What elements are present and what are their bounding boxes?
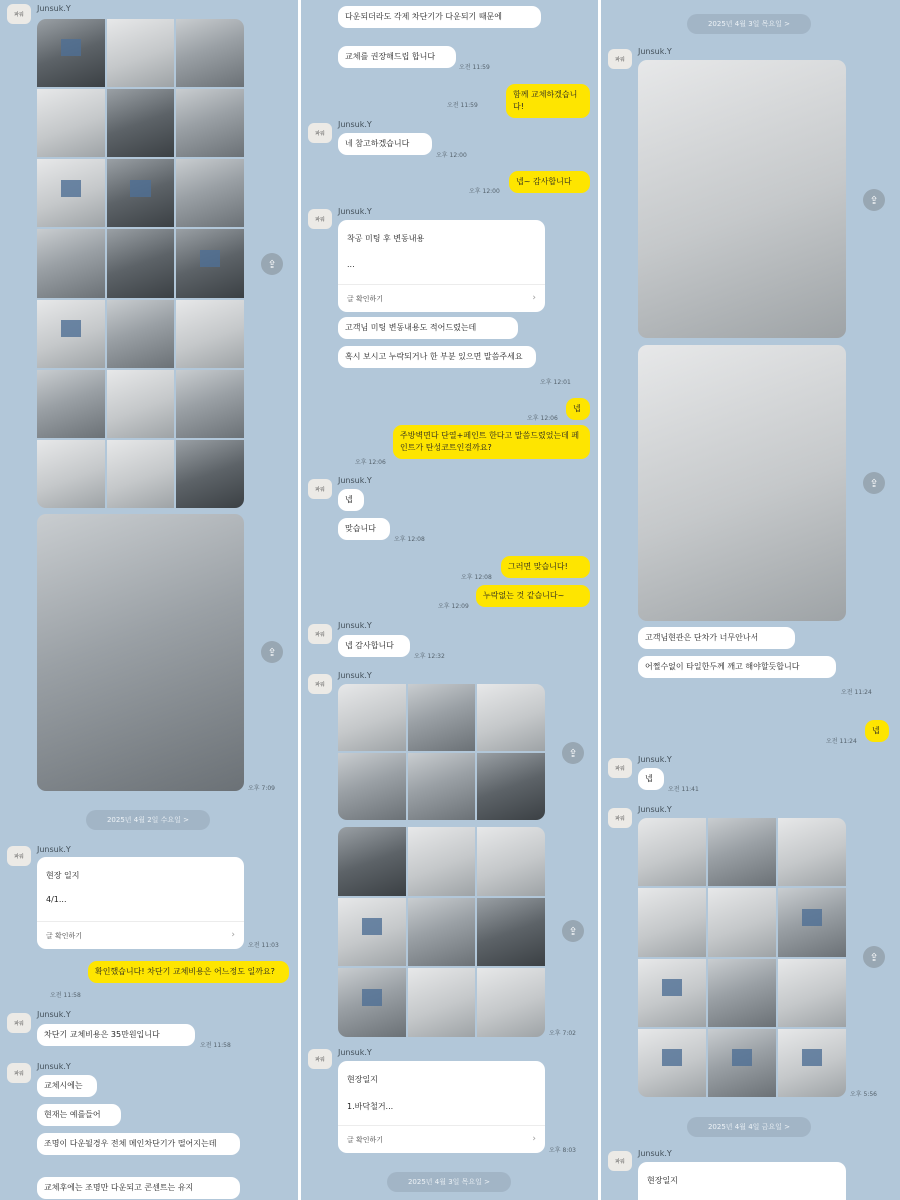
share-icon[interactable]: ⇪ bbox=[863, 472, 885, 494]
share-icon[interactable]: ⇪ bbox=[562, 742, 584, 764]
photo-thumbnail[interactable] bbox=[37, 229, 105, 297]
card-footer-link[interactable]: 글 확인하기 bbox=[338, 284, 545, 312]
incoming-message: 고객님 미팅 변동내용도 적어드렸는데 bbox=[338, 317, 518, 339]
photo-thumbnail[interactable] bbox=[107, 229, 175, 297]
share-icon[interactable]: ⇪ bbox=[863, 189, 885, 211]
card-footer-link[interactable]: 글 확인하기 bbox=[338, 1125, 545, 1153]
incoming-message: 조명이 다운될경우 전체 메인차단기가 떨어지는데 bbox=[37, 1133, 240, 1155]
sender-name: Junsuk.Y bbox=[37, 845, 71, 854]
photo-thumbnail[interactable] bbox=[708, 888, 776, 956]
incoming-message: 넵 감사합니다 bbox=[338, 635, 410, 657]
card-title: 착공 미팅 후 변동내용 bbox=[347, 234, 425, 243]
avatar[interactable]: 파워 bbox=[308, 1049, 332, 1069]
photo-thumbnail[interactable] bbox=[107, 440, 175, 508]
outgoing-message: 넵 bbox=[566, 398, 590, 420]
photo-thumbnail[interactable] bbox=[338, 898, 406, 967]
card-title: 현장일지 bbox=[647, 1176, 678, 1185]
sender-name: Junsuk.Y bbox=[338, 671, 372, 680]
photo-thumbnail[interactable] bbox=[37, 370, 105, 438]
message-time: 오전 11:41 bbox=[668, 786, 699, 793]
message-time: 오후 12:01 bbox=[540, 379, 571, 386]
message-time: 오후 7:02 bbox=[549, 1030, 576, 1037]
avatar[interactable]: 파워 bbox=[7, 4, 31, 24]
incoming-message: 어쩔수없이 타일한두께 깨고 해야할듯합니다 bbox=[638, 656, 836, 678]
message-time: 오후 12:08 bbox=[394, 536, 425, 543]
share-icon[interactable]: ⇪ bbox=[863, 946, 885, 968]
share-icon[interactable]: ⇪ bbox=[562, 920, 584, 942]
photo-thumbnail[interactable] bbox=[37, 19, 105, 87]
message-time: 오후 12:06 bbox=[355, 459, 386, 466]
message-time: 오후 12:06 bbox=[527, 415, 558, 422]
incoming-message: 넵 bbox=[338, 489, 364, 511]
photo-thumbnail[interactable] bbox=[176, 19, 244, 87]
avatar[interactable]: 파워 bbox=[7, 846, 31, 866]
photo-large[interactable] bbox=[638, 345, 846, 621]
avatar[interactable]: 파워 bbox=[7, 1013, 31, 1033]
post-card[interactable] bbox=[338, 220, 545, 312]
photo-thumbnail[interactable] bbox=[477, 898, 545, 967]
date-divider-label: 2025년 4월 2일 수요일 > bbox=[106, 816, 190, 824]
card-footer-link[interactable]: 글 확인하기 bbox=[37, 921, 244, 949]
date-divider-label: 2025년 4월 3일 목요일 > bbox=[707, 20, 791, 28]
photo-thumbnail[interactable] bbox=[477, 827, 545, 896]
photo-thumbnail[interactable] bbox=[408, 968, 476, 1037]
photo-thumbnail[interactable] bbox=[107, 370, 175, 438]
incoming-message: 교체시에는 bbox=[37, 1075, 97, 1097]
sender-name: Junsuk.Y bbox=[338, 1048, 372, 1057]
photo-thumbnail[interactable] bbox=[176, 159, 244, 227]
date-divider-label: 2025년 4월 4일 금요일 > bbox=[707, 1123, 791, 1131]
photo-thumbnail[interactable] bbox=[708, 818, 776, 886]
incoming-message: 현재는 예를들어 bbox=[37, 1104, 121, 1126]
avatar[interactable]: 파워 bbox=[608, 758, 632, 778]
sender-name: Junsuk.Y bbox=[37, 1010, 71, 1019]
photo-album[interactable] bbox=[638, 818, 846, 1097]
sender-name: Junsuk.Y bbox=[338, 476, 372, 485]
avatar[interactable]: 파워 bbox=[7, 1063, 31, 1083]
incoming-message: 맞습니다 bbox=[338, 518, 390, 540]
avatar[interactable]: 파워 bbox=[308, 674, 332, 694]
photo-large[interactable] bbox=[37, 514, 244, 791]
sender-name: Junsuk.Y bbox=[37, 4, 71, 13]
incoming-message: 교체를 권장해드립 합니다 bbox=[338, 46, 456, 68]
photo-thumbnail[interactable] bbox=[107, 89, 175, 157]
post-card[interactable] bbox=[37, 857, 244, 949]
avatar[interactable]: 파워 bbox=[308, 123, 332, 143]
chat-column-1[interactable] bbox=[0, 0, 298, 1200]
date-divider-label: 2025년 4월 3일 목요일 > bbox=[407, 1178, 491, 1186]
card-title: 현장일지 bbox=[347, 1075, 378, 1084]
message-time: 오후 12:08 bbox=[461, 574, 492, 581]
photo-thumbnail[interactable] bbox=[338, 753, 406, 820]
photo-thumbnail[interactable] bbox=[37, 159, 105, 227]
incoming-message: 고객님현관은 단차가 너무안나서 bbox=[638, 627, 795, 649]
photo-album[interactable] bbox=[338, 684, 545, 820]
message-time: 오전 11:58 bbox=[50, 992, 81, 999]
incoming-message: 혹시 보시고 누락되거나 한 부분 있으면 말씀주세요 bbox=[338, 346, 536, 368]
photo-thumbnail[interactable] bbox=[107, 159, 175, 227]
card-body: 1.바닥철거... bbox=[347, 1102, 394, 1111]
photo-album[interactable] bbox=[338, 827, 545, 1037]
avatar[interactable]: 파워 bbox=[608, 808, 632, 828]
photo-thumbnail[interactable] bbox=[638, 959, 706, 1027]
message-time: 오후 12:00 bbox=[469, 188, 500, 195]
incoming-message: 교체후에는 조명만 다운되고 콘센트는 유지 bbox=[37, 1177, 240, 1199]
photo-thumbnail[interactable] bbox=[338, 968, 406, 1037]
sender-name: Junsuk.Y bbox=[338, 120, 372, 129]
outgoing-message: 그러면 맞습니다! bbox=[501, 556, 590, 578]
photo-thumbnail[interactable] bbox=[37, 440, 105, 508]
card-body: ... bbox=[347, 260, 355, 269]
share-icon[interactable]: ⇪ bbox=[261, 253, 283, 275]
outgoing-message: 주방벽면다 단열+페인트 한다고 말씀드렸었는데 페인트가 탄성코트인걸까요? bbox=[393, 425, 590, 459]
post-card[interactable] bbox=[638, 1162, 846, 1200]
photo-thumbnail[interactable] bbox=[338, 684, 406, 751]
post-card[interactable] bbox=[338, 1061, 545, 1153]
outgoing-message: 누락없는 것 같습니다~ bbox=[476, 585, 590, 607]
chat-column-3[interactable] bbox=[601, 0, 900, 1200]
outgoing-message: 넵 bbox=[865, 720, 889, 742]
message-time: 오전 11:58 bbox=[200, 1042, 231, 1049]
photo-thumbnail[interactable] bbox=[708, 959, 776, 1027]
sender-name: Junsuk.Y bbox=[638, 1149, 672, 1158]
chat-column-2[interactable] bbox=[301, 0, 598, 1200]
card-body: 4/1... bbox=[46, 895, 67, 904]
date-divider bbox=[86, 810, 210, 830]
date-divider bbox=[387, 1172, 511, 1192]
photo-thumbnail[interactable] bbox=[408, 827, 476, 896]
share-icon[interactable]: ⇪ bbox=[261, 641, 283, 663]
photo-thumbnail[interactable] bbox=[778, 818, 846, 886]
sender-name: Junsuk.Y bbox=[638, 755, 672, 764]
message-time: 오전 11:59 bbox=[447, 102, 478, 109]
photo-thumbnail[interactable] bbox=[477, 968, 545, 1037]
incoming-message: 다운되더라도 각제 차단기가 다운되기 때문에 bbox=[338, 6, 541, 28]
date-divider bbox=[687, 1117, 811, 1137]
message-time: 오후 8:03 bbox=[549, 1147, 576, 1154]
photo-thumbnail[interactable] bbox=[708, 1029, 776, 1097]
photo-thumbnail[interactable] bbox=[408, 753, 476, 820]
message-time: 오전 11:03 bbox=[248, 942, 279, 949]
avatar[interactable]: 파워 bbox=[308, 624, 332, 644]
photo-thumbnail[interactable] bbox=[638, 888, 706, 956]
message-time: 오후 12:09 bbox=[438, 603, 469, 610]
photo-thumbnail[interactable] bbox=[477, 684, 545, 751]
card-title: 현장 일지 bbox=[46, 871, 80, 880]
photo-thumbnail[interactable] bbox=[176, 229, 244, 297]
message-time: 오후 5:56 bbox=[850, 1091, 877, 1098]
outgoing-message: 넵~ 감사합니다 bbox=[509, 171, 590, 193]
incoming-message: 차단기 교체비용은 35만원입니다 bbox=[37, 1024, 195, 1046]
message-time: 오후 7:09 bbox=[248, 785, 275, 792]
avatar[interactable]: 파워 bbox=[308, 479, 332, 499]
outgoing-message: 확인했습니다! 차단기 교체비용은 어느정도 일까요? bbox=[88, 961, 289, 983]
photo-thumbnail[interactable] bbox=[477, 753, 545, 820]
avatar[interactable]: 파워 bbox=[608, 49, 632, 69]
photo-album[interactable] bbox=[37, 19, 244, 508]
avatar[interactable]: 파워 bbox=[608, 1151, 632, 1171]
incoming-message: 네 참고하겠습니다 bbox=[338, 133, 432, 155]
photo-thumbnail[interactable] bbox=[778, 888, 846, 956]
photo-thumbnail[interactable] bbox=[408, 898, 476, 967]
date-divider bbox=[687, 14, 811, 34]
photo-thumbnail[interactable] bbox=[638, 1029, 706, 1097]
photo-thumbnail[interactable] bbox=[638, 818, 706, 886]
avatar[interactable]: 파워 bbox=[308, 209, 332, 229]
message-time: 오전 11:24 bbox=[841, 689, 872, 696]
sender-name: Junsuk.Y bbox=[638, 805, 672, 814]
photo-thumbnail[interactable] bbox=[176, 89, 244, 157]
sender-name: Junsuk.Y bbox=[338, 621, 372, 630]
photo-thumbnail[interactable] bbox=[408, 684, 476, 751]
photo-thumbnail[interactable] bbox=[37, 300, 105, 368]
sender-name: Junsuk.Y bbox=[638, 47, 672, 56]
photo-thumbnail[interactable] bbox=[37, 89, 105, 157]
outgoing-message: 함께 교체하겠습니다! bbox=[506, 84, 590, 118]
photo-thumbnail[interactable] bbox=[176, 370, 244, 438]
message-time: 오후 12:00 bbox=[436, 152, 467, 159]
photo-thumbnail[interactable] bbox=[107, 19, 175, 87]
sender-name: Junsuk.Y bbox=[37, 1062, 71, 1071]
photo-thumbnail[interactable] bbox=[778, 959, 846, 1027]
photo-thumbnail[interactable] bbox=[176, 440, 244, 508]
chevron-right-icon: › bbox=[532, 1134, 536, 1144]
photo-thumbnail[interactable] bbox=[338, 827, 406, 896]
message-time: 오전 11:24 bbox=[826, 738, 857, 745]
message-time: 오후 12:32 bbox=[414, 653, 445, 660]
incoming-message: 넵 bbox=[638, 768, 664, 790]
chevron-right-icon: › bbox=[231, 930, 235, 940]
photo-large[interactable] bbox=[638, 60, 846, 338]
photo-thumbnail[interactable] bbox=[176, 300, 244, 368]
sender-name: Junsuk.Y bbox=[338, 207, 372, 216]
photo-thumbnail[interactable] bbox=[778, 1029, 846, 1097]
photo-thumbnail[interactable] bbox=[107, 300, 175, 368]
message-time: 오전 11:59 bbox=[459, 64, 490, 71]
chevron-right-icon: › bbox=[532, 293, 536, 303]
